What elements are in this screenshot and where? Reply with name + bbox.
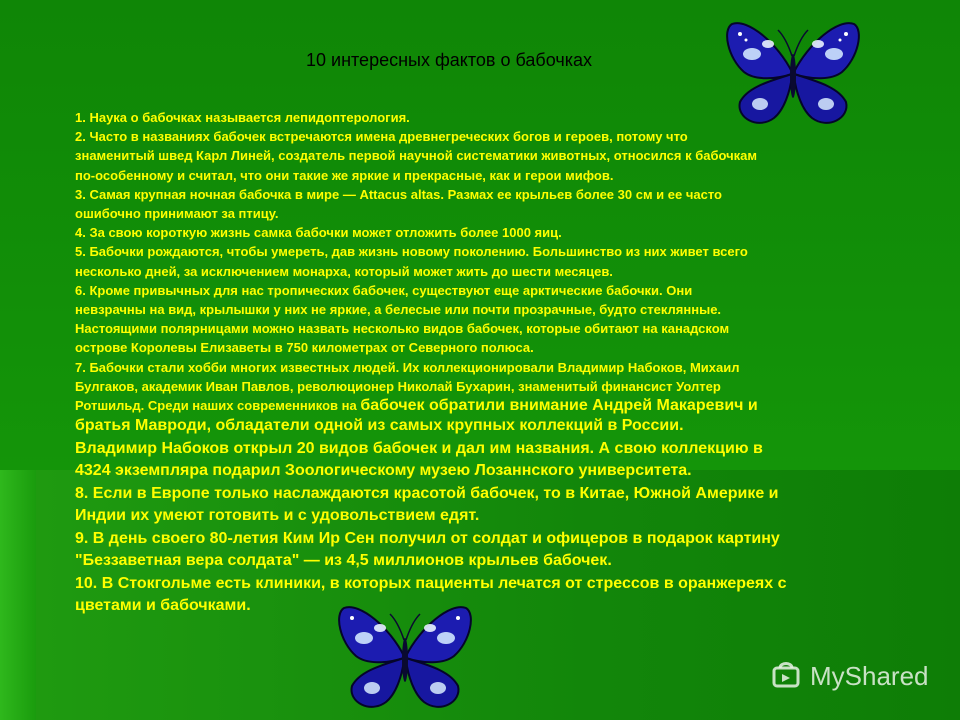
background-left-strip (0, 470, 36, 720)
text-line: 6. Кроме привычных для нас тропических бабочек, существуют еще арктические бабочки. Они (75, 282, 693, 298)
slide-title: 10 интересных фактов о бабочках (306, 50, 592, 70)
text-line: Булгаков, академик Иван Павлов, революционер Николай Бухарин, знаменитый финансист Уолтер (75, 378, 721, 394)
text-line: 5. Бабочки рождаются, чтобы умереть, дав жизнь новому поколению. Большинство из них живет всего (75, 244, 748, 260)
text-line: 8. Если в Европе только наслаждаются красотой бабочек, то в Китае, Южной Америке и (75, 484, 779, 502)
watermark-text: MyShared (810, 660, 929, 691)
text-line: 2. Часто в названиях бабочек встречаются имена древнегреческих богов и героев, потому что (75, 129, 688, 145)
text-line: невзрачны на вид, крылышки у них не яркие, а белесые или почти прозрачные, будто стеклянные. (75, 302, 722, 318)
text-line: по-особенному и считал, что они такие же яркие и прекрасные, как и герои мифов. (75, 167, 614, 183)
text-line: 3. Самая крупная ночная бабочка в мире — Attacus altas. Размах ее крыльев более 30 см и ее часто (75, 186, 722, 202)
text-line: "Беззаветная вера солдата" — из 4,5 миллионов крыльев бабочек. (75, 552, 612, 570)
text-line: Владимир Набоков открыл 20 видов бабочек и дал им названия. А свою коллекцию в (75, 439, 763, 457)
text-segment-small: Ротшильд. Среди наших современников на (75, 398, 361, 414)
text-segment-large: бабочек обратили внимание Андрей Макаревич и (360, 397, 758, 415)
text-line: знаменитый швед Карл Линей, создатель первой научной систематики животных, относился к бабочкам (75, 148, 758, 164)
watermark (768, 656, 929, 696)
text-line: ошибочно принимают за птицу. (75, 206, 279, 222)
text-line: 7. Бабочки стали хобби многих известных людей. Их коллекционировали Владимир Набоков, Михаил (75, 359, 740, 375)
text-line: 4324 экземпляра подарил Зоологическому музею Лозаннского университета. (75, 462, 692, 480)
text-line: 10. В Стокгольме есть клиники, в которых пациенты лечатся от стрессов в оранжереях с (75, 574, 787, 592)
text-line: братья Мавроди, обладатели одной из самых крупных коллекций в России. (75, 417, 684, 435)
text-line: 1. Наука о бабочках называется лепидоптерология. (75, 110, 410, 125)
text-line: 4. За свою короткую жизнь самка бабочки может отложить более 1000 яиц. (75, 225, 562, 241)
facts-text (75, 108, 925, 618)
text-line: Индии их умеют готовить и с удовольствием едят. (75, 507, 480, 525)
text-line-mixed (75, 396, 925, 415)
text-line: Настоящими полярницами можно назвать несколько видов бабочек, которые обитают на канадском (75, 321, 730, 337)
text-line: 9. В день своего 80-летия Ким Ир Сен получил от солдат и офицеров в подарок картину (75, 529, 780, 547)
text-line: цветами и бабочками. (75, 597, 251, 615)
text-line: несколько дней, за исключением монарха, который может жить до шести месяцев. (75, 263, 613, 279)
myshared-logo-icon (768, 658, 804, 694)
text-line: острове Королевы Елизаветы в 750 километрах от Северного полюса. (75, 340, 534, 356)
